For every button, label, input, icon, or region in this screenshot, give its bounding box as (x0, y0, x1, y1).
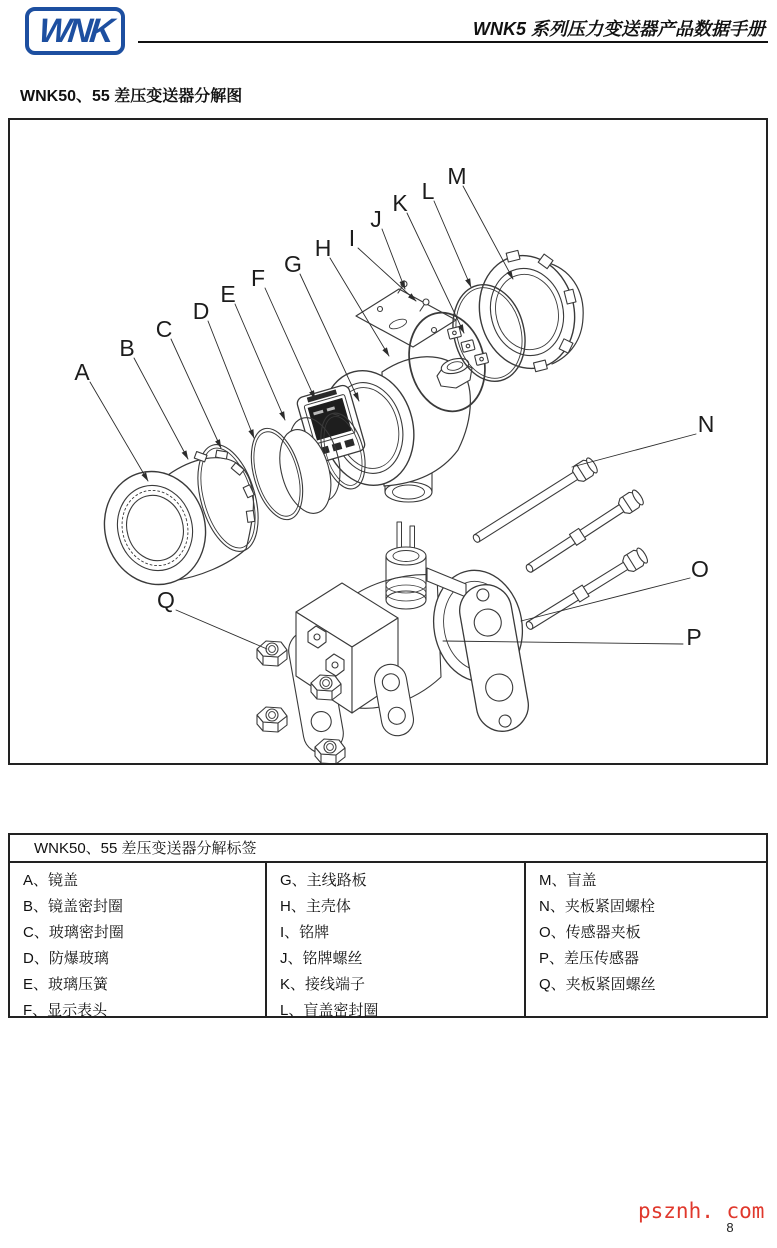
leader-line-e (235, 304, 285, 420)
leader-line-c (171, 339, 221, 448)
part-letter-o: O (691, 556, 709, 582)
part-letter-h: H (314, 235, 332, 261)
leader-line-a (90, 382, 148, 481)
section-title: WNK50、55 差压变送器分解图 (20, 88, 243, 105)
leader-line-b (134, 358, 188, 459)
parts-table-title: WNK50、55 差压变送器分解标签 (10, 835, 766, 863)
parts-table-column-1 (10, 863, 265, 1018)
exploded-view-diagram (8, 118, 768, 765)
part-letter-a: A (74, 359, 90, 385)
part-label-p: P、差压传感器 (539, 950, 640, 967)
leader-line-i (358, 248, 416, 301)
part-letter-i: I (348, 225, 356, 251)
part-label-o: O、传感器夹板 (539, 924, 641, 941)
leader-line-g (300, 274, 359, 401)
leader-line-m (463, 186, 513, 279)
part-p-dp-sensor-drawing (286, 522, 533, 757)
part-letter-k: K (392, 190, 408, 216)
leader-line-d (208, 321, 254, 438)
part-a-lens-cover-drawing (91, 450, 255, 596)
parts-table-body (10, 863, 766, 1018)
part-i-nameplate-drawing (356, 289, 456, 347)
parts-table-column-3 (524, 863, 766, 1018)
leader-line-o (521, 578, 690, 621)
header-divider (138, 41, 768, 43)
part-label-c: C、玻璃密封圈 (23, 924, 124, 941)
part-label-k: K、接线端子 (280, 976, 366, 993)
part-label-q: Q、夹板紧固螺丝 (539, 976, 656, 993)
part-label-j: J、铭牌螺丝 (280, 950, 363, 967)
part-letter-p: P (686, 624, 702, 650)
leader-line-l (434, 201, 471, 287)
part-letter-c: C (155, 316, 173, 342)
document-title: WNK5 系列压力变送器产品数据手册 (473, 19, 765, 39)
part-label-h: H、主壳体 (280, 898, 351, 915)
part-letter-b: B (119, 335, 135, 361)
part-label-d: D、防爆玻璃 (23, 950, 109, 967)
part-letter-g: G (284, 251, 302, 277)
part-label-l: L、盲盖密封圈 (280, 1002, 379, 1019)
wnk-logo-text: WNK (36, 12, 114, 50)
part-letter-e: E (220, 281, 236, 307)
part-label-b: B、镜盖密封圈 (23, 898, 124, 915)
part-letter-n: N (697, 411, 715, 437)
leader-line-f (265, 288, 315, 399)
part-label-a: A、镜盖 (23, 872, 79, 889)
leader-line-q (176, 610, 267, 649)
part-label-n: N、夹板紧固螺栓 (539, 898, 655, 915)
leader-line-n (572, 434, 696, 467)
part-letter-l: L (421, 178, 435, 204)
page-number: 8 (726, 1220, 734, 1235)
part-letter-m: M (447, 163, 467, 189)
part-label-e: E、玻璃压簧 (23, 976, 109, 993)
part-label-f: F、显示表头 (23, 1002, 108, 1019)
part-o-sensor-clamp-drawing (456, 581, 533, 736)
part-label-m: M、盲盖 (539, 872, 597, 889)
parts-table-column-2 (265, 863, 524, 1018)
part-label-i: I、铭牌 (280, 924, 330, 941)
part-letter-q: Q (157, 587, 175, 613)
part-letter-d: D (192, 298, 210, 324)
parts-label-table (8, 833, 768, 1018)
part-letter-f: F (250, 265, 266, 291)
part-label-g: G、主线路板 (280, 872, 367, 889)
part-letter-j: J (370, 206, 382, 232)
watermark: psznh. com (638, 1199, 765, 1223)
